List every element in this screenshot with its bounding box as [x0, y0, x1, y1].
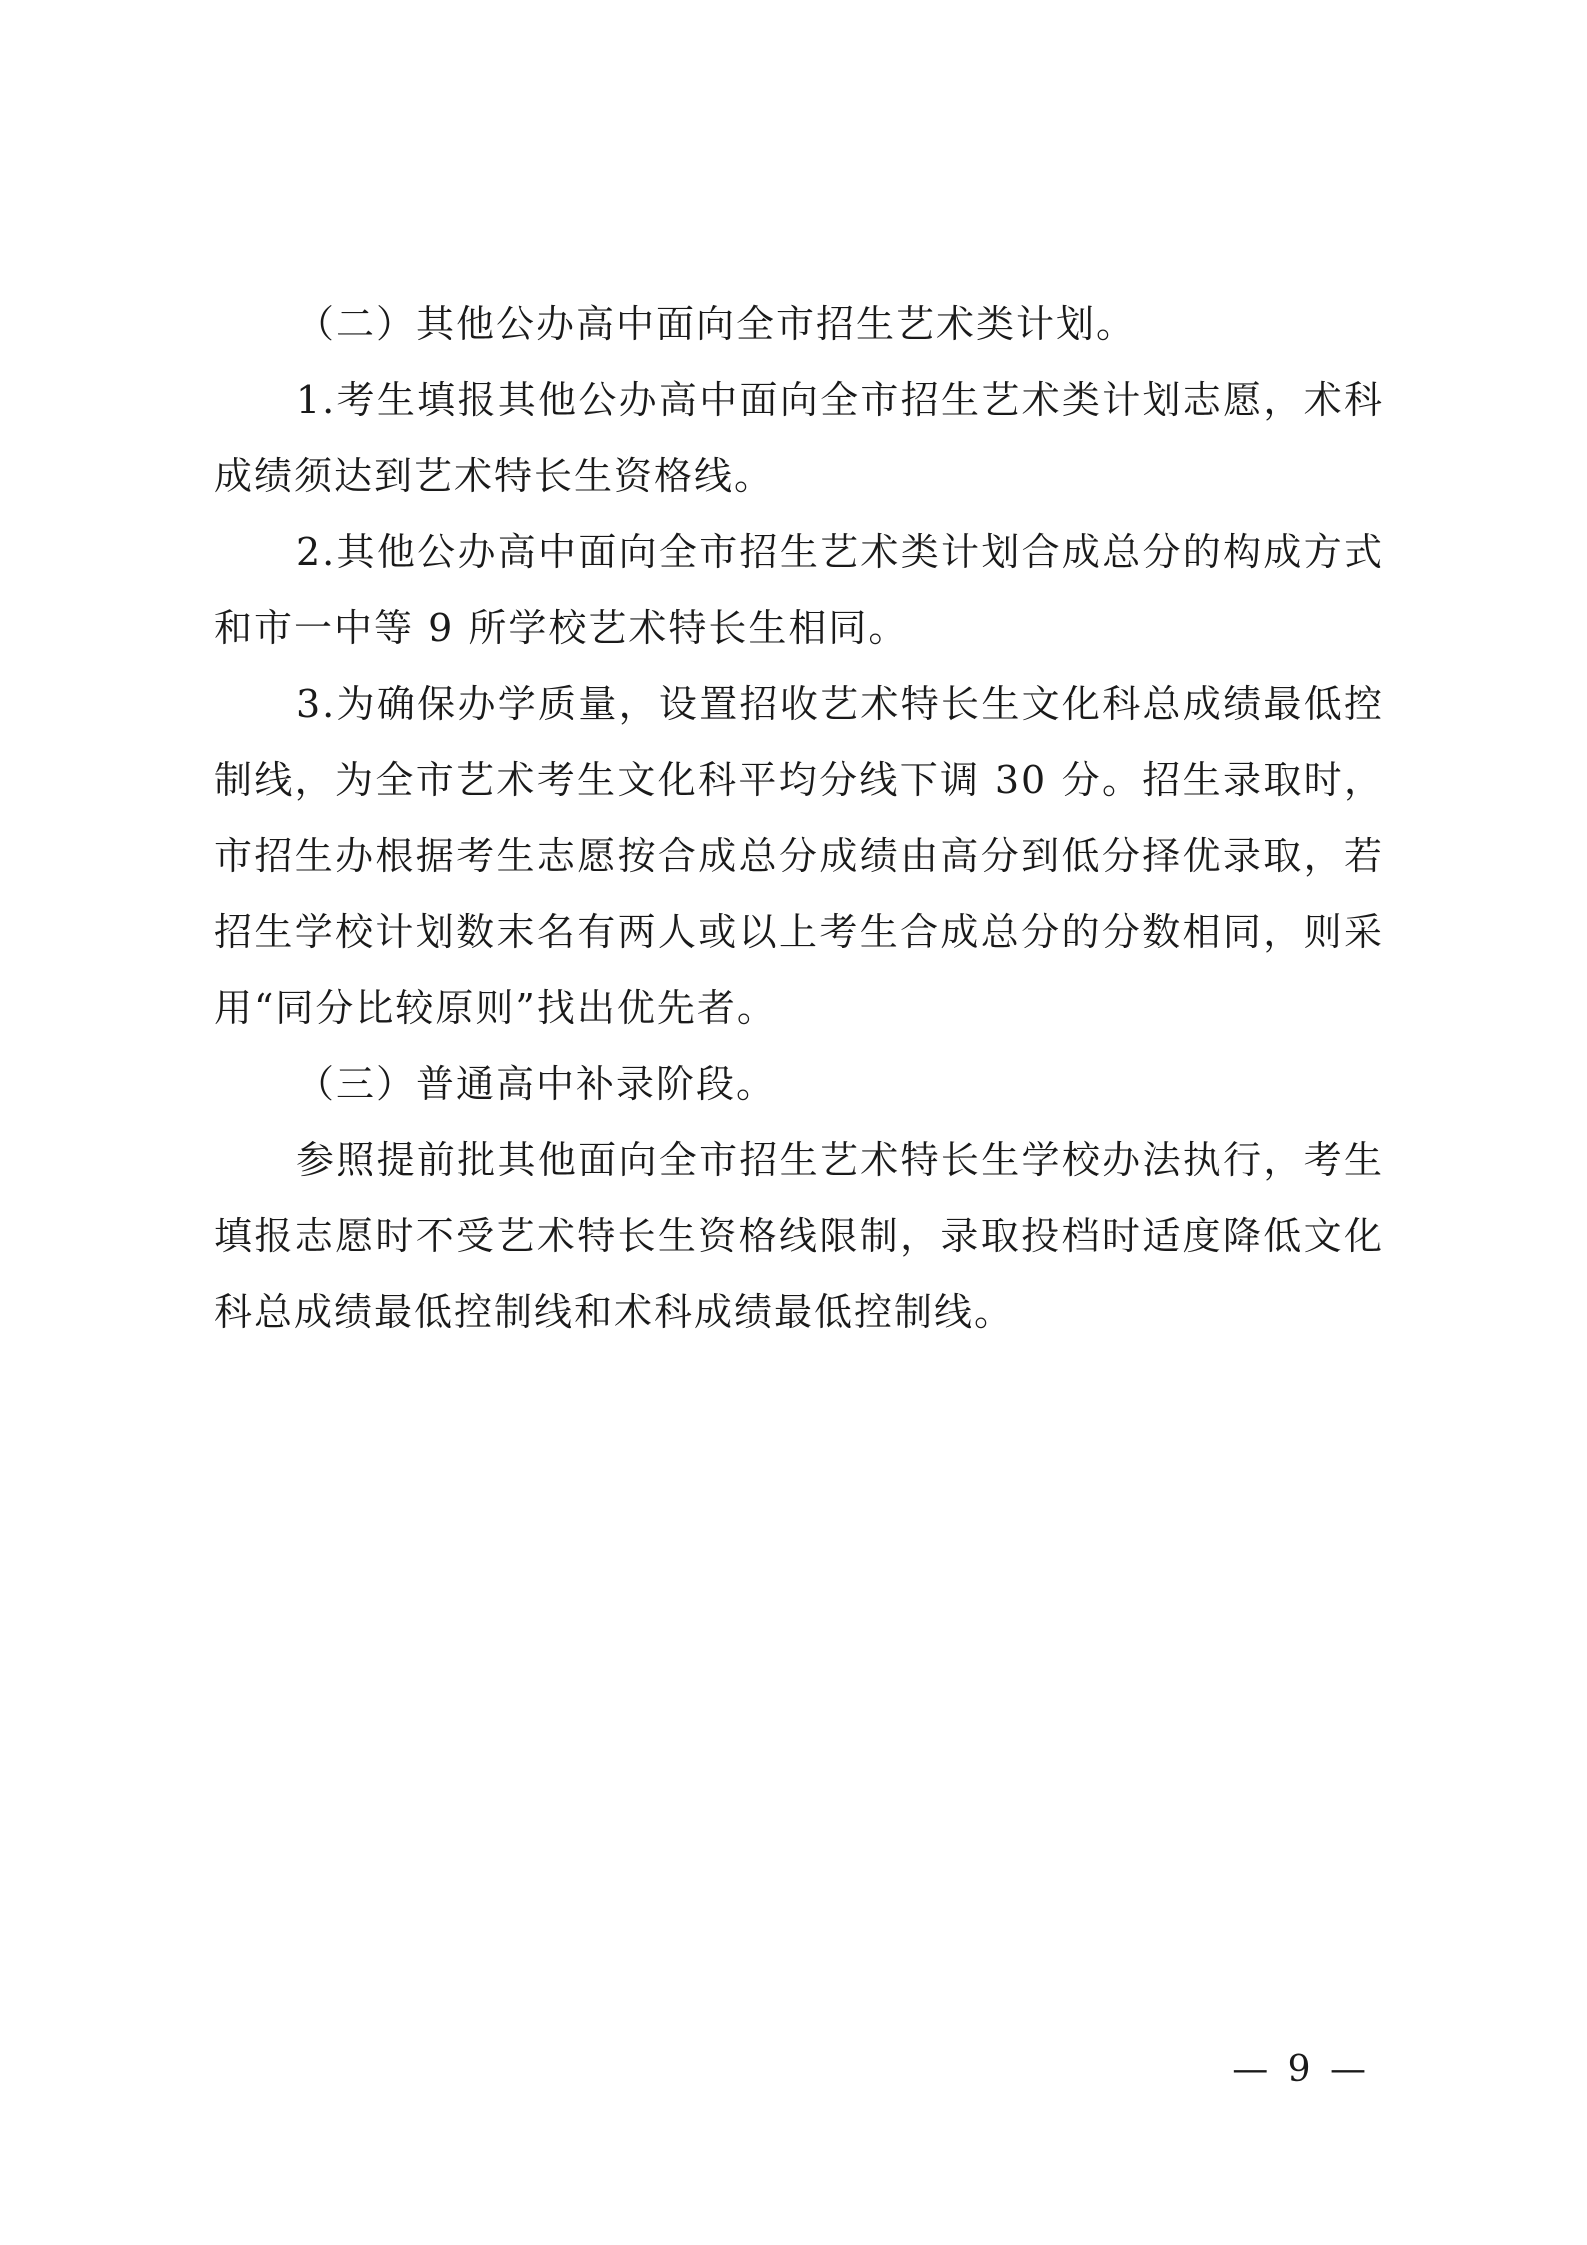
section-heading-3: （三）普通高中补录阶段。 [296, 1062, 777, 1106]
paragraph-item-3: 3.为确保办学质量，设置招收艺术特长生文化科总成绩最低控制线，为全市艺术考生文化科平均分线下调 30 分。招生录取时，市招生办根据考生志愿按合成总分成绩由高分到低分择优录取，若招生学校计划数末名有两人或以上考生合成总分的分数相同，则采用“同分比较原则”找出优先者。 [214, 682, 1384, 1030]
paragraph-item-2: 2.其他公办高中面向全市招生艺术类计划合成总分的构成方式和市一中等 9 所学校艺术特长生相同。 [214, 530, 1384, 650]
paragraph-item-1: 1.考生填报其他公办高中面向全市招生艺术类计划志愿，术科成绩须达到艺术特长生资格线。 [214, 378, 1384, 498]
document-body [214, 286, 1384, 1350]
section-heading-2: （二）其他公办高中面向全市招生艺术类计划。 [296, 302, 1137, 346]
page-number: — 9 — [1232, 2049, 1370, 2090]
paragraph-section-3-body: 参照提前批其他面向全市招生艺术特长生学校办法执行，考生填报志愿时不受艺术特长生资格线限制，录取投档时适度降低文化科总成绩最低控制线和术科成绩最低控制线。 [214, 1138, 1384, 1334]
